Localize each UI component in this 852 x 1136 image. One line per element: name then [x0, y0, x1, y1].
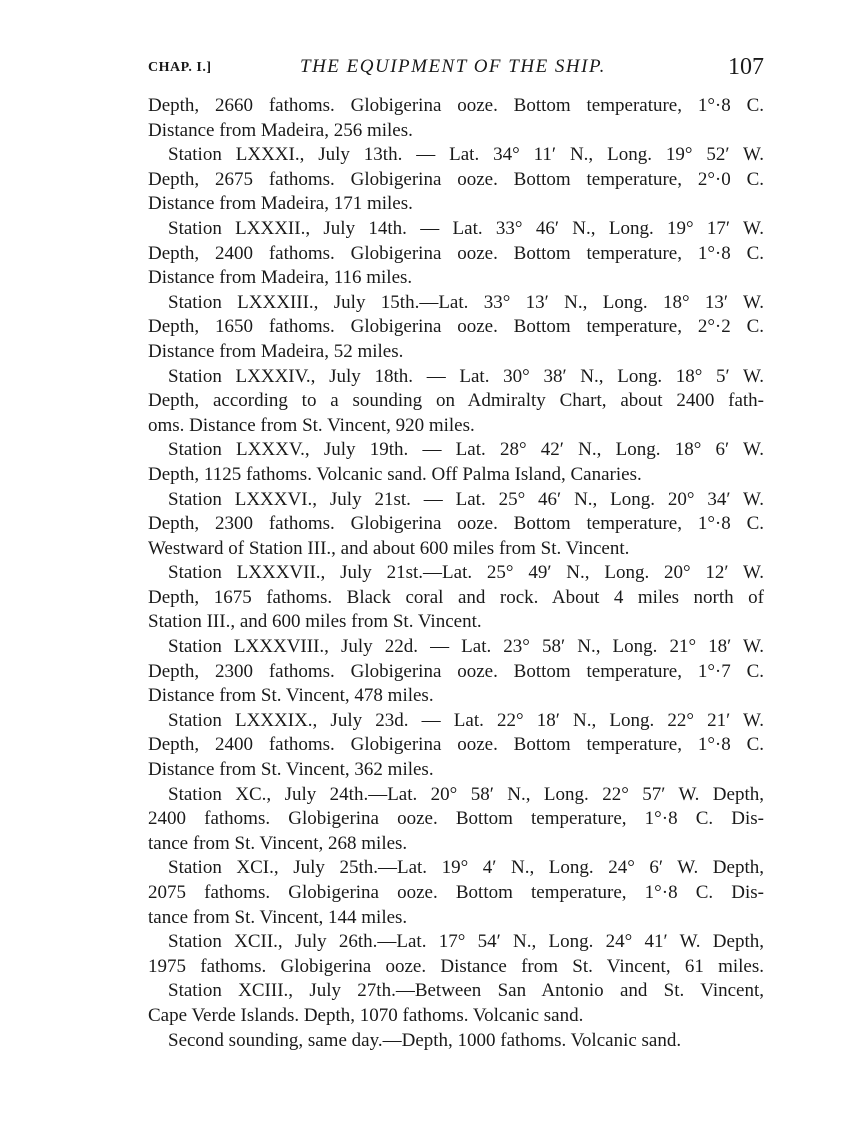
- text-line: Cape Verde Islands. Depth, 1070 fathoms. Volcanic sand.: [148, 1004, 584, 1026]
- text-line: 2075 fathoms. Globigerina ooze. Bottom temperature, 1°·8 C. Dis-: [148, 882, 764, 903]
- text-line: Depth, 2660 fathoms. Globigerina ooze. Bottom temperature, 1°·8 C.: [148, 95, 764, 116]
- text-line: Depth, 2400 fathoms. Globigerina ooze. Bottom temperature, 1°·8 C.: [148, 242, 764, 264]
- text-line: Station LXXXV., July 19th. — Lat. 28° 42′ N., Long. 18° 6′ W.: [168, 439, 764, 461]
- text-line: Station LXXXIV., July 18th. — Lat. 30° 38′ N., Long. 18° 5′ W.: [168, 365, 764, 387]
- text-line: Station XCI., July 25th.—Lat. 19° 4′ N., Long. 24° 6′ W. Depth,: [168, 857, 764, 879]
- text-line: Distance from St. Vincent, 362 miles.: [148, 759, 434, 781]
- text-line: Depth, 2400 fathoms. Globigerina ooze. Bottom temperature, 1°·8 C.: [148, 734, 764, 756]
- text-line: 1975 fathoms. Globigerina ooze. Distance from St. Vincent, 61 miles.: [148, 955, 764, 977]
- text-line: Station XCII., July 26th.—Lat. 17° 54′ N., Long. 24° 41′ W. Depth,: [168, 931, 764, 953]
- text-line: Depth, according to a sounding on Admiralty Chart, about 2400 fath-: [148, 390, 764, 412]
- text-line: Station III., and 600 miles from St. Vincent.: [148, 611, 482, 633]
- text-line: Station LXXXVIII., July 22d. — Lat. 23° 58′ N., Long. 21° 18′ W.: [168, 636, 764, 658]
- text-line: Second sounding, same day.—Depth, 1000 fathoms. Volcanic sand.: [168, 1029, 682, 1051]
- text-line: Station LXXXVII., July 21st.—Lat. 25° 49′ N., Long. 20° 12′ W.: [168, 562, 764, 584]
- running-head: [148, 54, 764, 84]
- text-line: tance from St. Vincent, 268 miles.: [148, 832, 408, 854]
- text-line: Station LXXXVI., July 21st. — Lat. 25° 46′ N., Long. 20° 34′ W.: [168, 488, 764, 510]
- body-text: [148, 94, 764, 1053]
- text-line: Depth, 1125 fathoms. Volcanic sand. Off Palma Island, Canaries.: [148, 463, 642, 485]
- text-line: 2400 fathoms. Globigerina ooze. Bottom temperature, 1°·8 C. Dis-: [148, 808, 764, 830]
- text-line: Station LXXXII., July 14th. — Lat. 33° 46′ N., Long. 19° 17′ W.: [168, 217, 764, 239]
- running-title: THE EQUIPMENT OF THE SHIP.: [300, 56, 606, 77]
- text-line: Station XC., July 24th.—Lat. 20° 58′ N., Long. 22° 57′ W. Depth,: [168, 783, 764, 805]
- text-line: Station LXXXIII., July 15th.—Lat. 33° 13′ N., Long. 18° 13′ W.: [168, 291, 764, 313]
- text-line: tance from St. Vincent, 144 miles.: [148, 906, 408, 928]
- text-line: Westward of Station III., and about 600 miles from St. Vincent.: [148, 537, 630, 559]
- text-line: Station LXXXI., July 13th. — Lat. 34° 11′ N., Long. 19° 52′ W.: [168, 144, 764, 166]
- text-line: Distance from Madeira, 52 miles.: [148, 340, 404, 362]
- page-number: 107: [728, 54, 764, 80]
- text-line: Depth, 1675 fathoms. Black coral and rock. About 4 miles north of: [148, 586, 764, 608]
- text-line: Depth, 1650 fathoms. Globigerina ooze. Bottom temperature, 2°·2 C.: [148, 316, 764, 338]
- text-line: Station XCIII., July 27th.—Between San Antonio and St. Vincent,: [168, 980, 764, 1002]
- text-line: Distance from Madeira, 256 miles.: [148, 119, 413, 141]
- text-line: Distance from Madeira, 116 miles.: [148, 267, 413, 289]
- text-line: Distance from St. Vincent, 478 miles.: [148, 685, 434, 707]
- text-line: Depth, 2675 fathoms. Globigerina ooze. Bottom temperature, 2°·0 C.: [148, 168, 764, 190]
- text-line: Depth, 2300 fathoms. Globigerina ooze. Bottom temperature, 1°·7 C.: [148, 660, 764, 682]
- text-line: Distance from Madeira, 171 miles.: [148, 193, 413, 215]
- chapter-label: CHAP. I.]: [148, 60, 212, 75]
- text-line: Depth, 2300 fathoms. Globigerina ooze. Bottom temperature, 1°·8 C.: [148, 513, 764, 535]
- text-line: oms. Distance from St. Vincent, 920 miles.: [148, 414, 475, 436]
- text-line: Station LXXXIX., July 23d. — Lat. 22° 18′ N., Long. 22° 21′ W.: [168, 709, 764, 731]
